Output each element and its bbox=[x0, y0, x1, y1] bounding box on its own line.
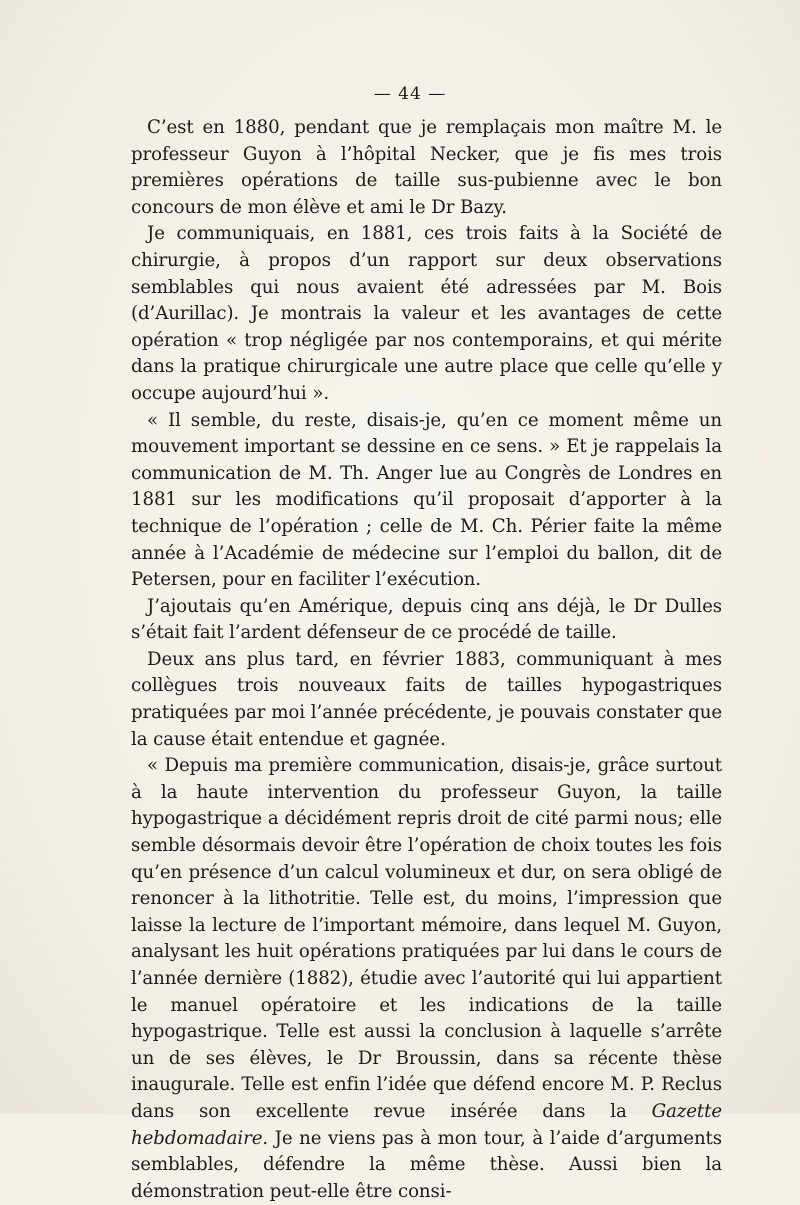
paragraph-1: C’est en 1880, pendant que je remplaçais mon maître M. le professeur Guyon à l’hôpital Necker, que je fis mes trois premières opérations de taille sus-pubienne avec le bon concours de mon élève et ami le Dr Bazy. bbox=[131, 117, 722, 218]
journal-title: Gazette hebdomadaire. bbox=[131, 1100, 722, 1149]
paragraph-4: J’ajoutais qu’en Amérique, depuis cinq ans déjà, le Dr Dulles s’était fait l’ardent défenseur de ce procédé de taille. bbox=[131, 595, 722, 644]
paragraph-6-text: « Depuis ma première communication, disais-je, grâce surtout à la haute intervention du professeur Guyon, la taille hypogastrique a décidément repris droit de cité parmi nous; elle semble désormais devoir être l’opération de choix toutes les fois qu’en présence d’un calcul volumineux et dur, on sera obligé de renoncer à la lithotritie. Telle est, du moins, l’impression que laisse la lecture de l’important mémoire, dans lequel M. Guyon, analysant les huit opérations pratiquées par lui dans le cours de l’année dernière (1882), étudie avec l’autorité qui lui appartient le manuel opératoire et les indications de la taille hypogastrique. Telle est aussi la conclusion à laquelle s’arrête un de ses élèves, le Dr Broussin, dans sa récente thèse inaugurale. Telle est enfin l’idée que défend encore M. P. Reclus dans son excellente revue insérée dans la bbox=[131, 755, 722, 1122]
paragraph-2: Je communiquais, en 1881, ces trois faits à la Société de chirurgie, à propos d’un rapport sur deux observations semblables qui nous avaient été adressées par M. Bois (d’Aurillac). Je montrais la valeur et les avantages de cette opération « trop négligée par nos contemporains, et qui mérite dans la pratique chirurgicale une autre place que celle qu’elle y occupe aujourd’hui ». bbox=[131, 223, 722, 404]
page-number: — 44 — bbox=[373, 84, 447, 104]
paragraph-6 bbox=[131, 753, 722, 1205]
paragraph-5: Deux ans plus tard, en février 1883, communiquant à mes collègues trois nouveaux faits de tailles hypogastriques pratiquées par moi l’année précédente, je pouvais constater que la cause était entendue et gagnée. bbox=[131, 648, 722, 750]
paragraph-6-continuation: Je ne viens pas à mon tour, à l’aide d’arguments semblables, défendre la même thèse. Aussi bien la démonstration peut-elle être consi- bbox=[131, 1127, 722, 1202]
body-text bbox=[131, 115, 722, 1205]
paragraph-3: « Il semble, du reste, disais-je, qu’en ce moment même un mouvement important se dessine en ce sens. » Et je rappelais la communication de M. Th. Anger lue au Congrès de Londres en 1881 sur les modifications qu’il proposait d’apporter à la technique de l’opération ; celle de M. Ch. Périer faite la même année à l’Académie de médecine sur l’emploi du ballon, dit de Petersen, pour en faciliter l’exécution. bbox=[131, 409, 722, 591]
